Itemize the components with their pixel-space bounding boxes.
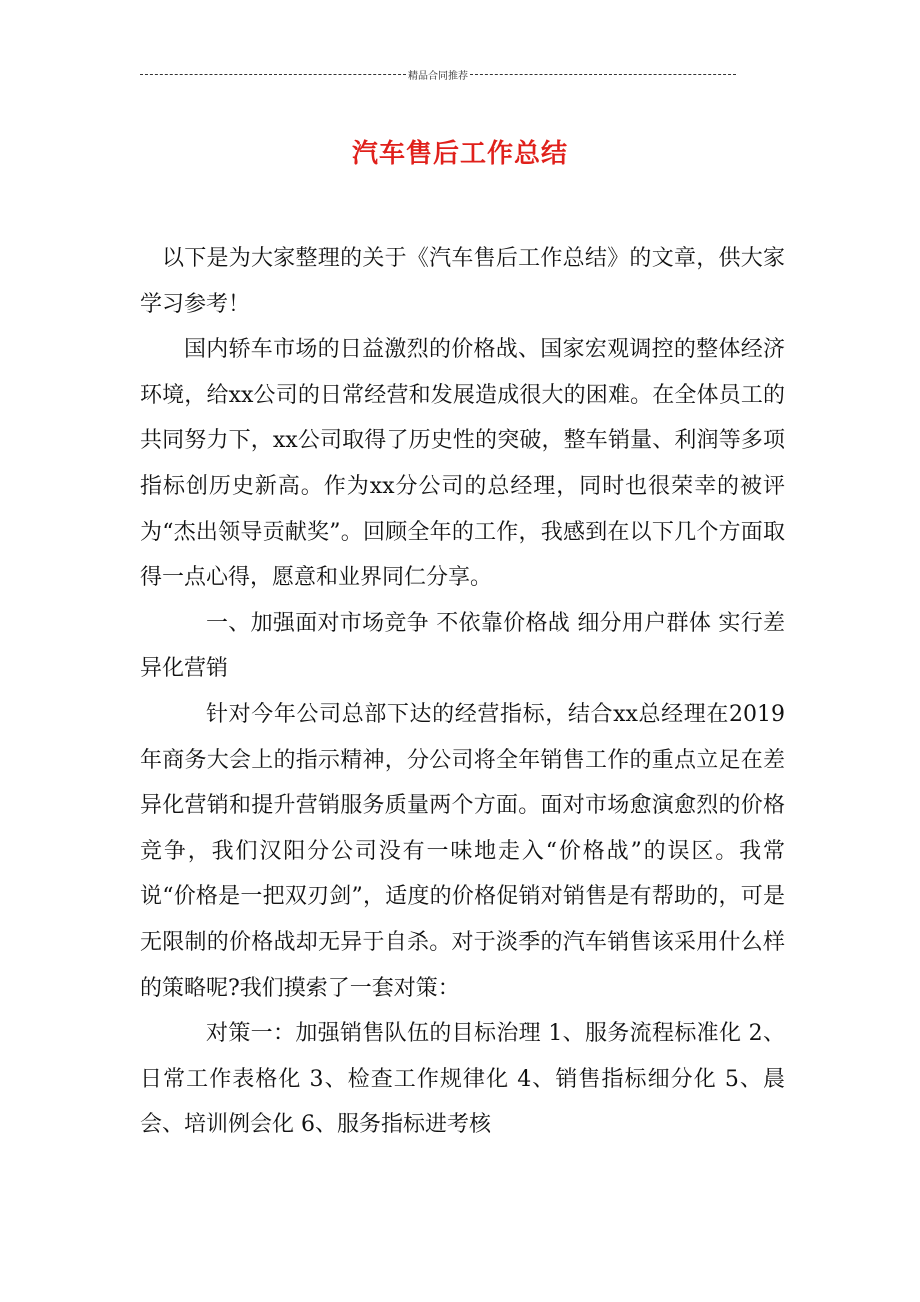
intro-paragraph: 以下是为大家整理的关于《汽车售后工作总结》的文章，供大家学习参考！ [140, 246, 785, 317]
section-body-paragraph: 针对今年公司总部下达的经营指标，结合xx总经理在2019年商务大会上的指示精神，分公司将全年销售工作的重点立足在差异化营销和提升营销服务质量两个方面。面对市场愈演愈烈的价格竞争，我们汉阳分公司没有一味地走入“价格战”的误区。我常说“价格是一把双刃剑”，适度的价格促销对销售是有帮助的，可是无限制的价格战却无异于自杀。对于淡季的汽车销售该采用什么样的策略呢?我们摸索了一套对策： [140, 701, 785, 1001]
header-dash-left [140, 74, 406, 75]
header-label: 精品合同推荐 [408, 70, 468, 82]
document-body [140, 236, 785, 1148]
header-dash-right [470, 74, 736, 75]
page-header [140, 66, 736, 82]
document-title: 汽车售后工作总结 [351, 139, 568, 170]
section-heading: 一、加强面对市场竞争 不依靠价格战 细分用户群体 实行差异化营销 [140, 610, 785, 682]
strategy-paragraph: 对策一：加强销售队伍的目标治理 1、服务流程标准化 2、日常工作表格化 3、检查工作规律化 4、销售指标细分化 5、晨会、培训例会化 6、服务指标进考核 [140, 1021, 785, 1138]
background-paragraph: 国内轿车市场的日益激烈的价格战、国家宏观调控的整体经济环境，给xx公司的日常经营和发展造成很大的困难。在全体员工的共同努力下，xx公司取得了历史性的突破，整车销量、利润等多项指标创历史新高。作为xx分公司的总经理，同时也很荣幸的被评为“杰出领导贡献奖”。回顾全年的工作，我感到在以下几个方面取得一点心得，愿意和业界同仁分享。 [140, 337, 785, 591]
